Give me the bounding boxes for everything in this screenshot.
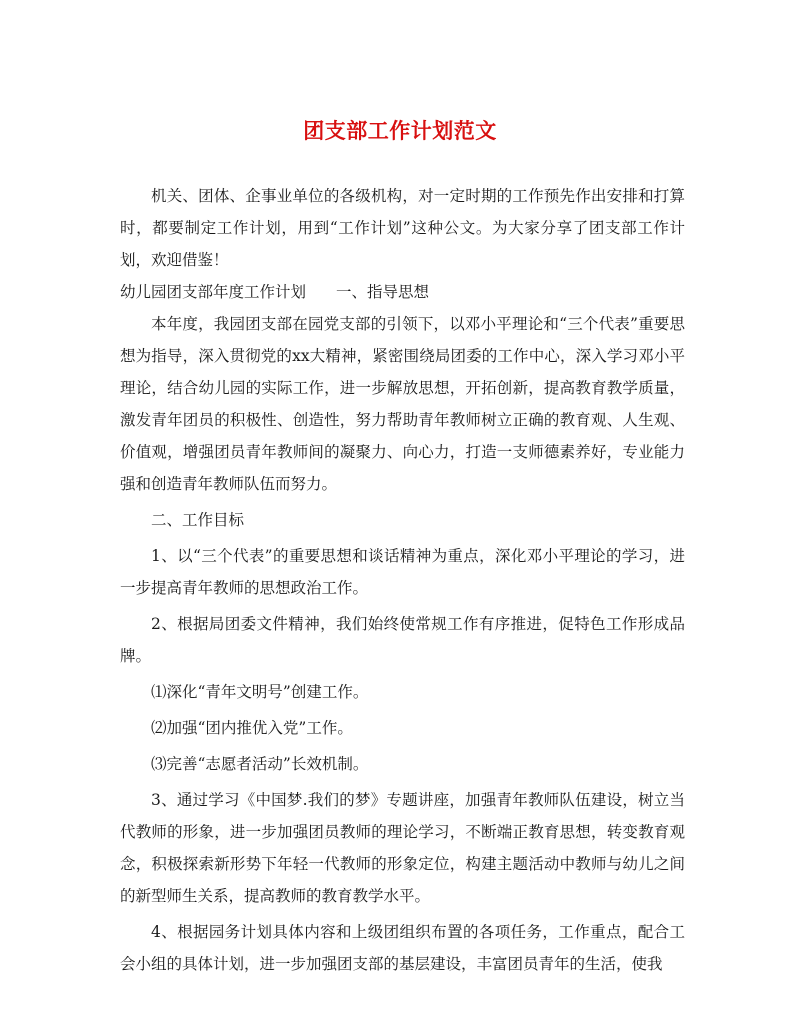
goal-item-1: 1、以“三个代表”的重要思想和谈话精神为重点，深化邓小平理论的学习，进一步提高青年教师的思想政治工作。 — [120, 547, 685, 597]
goal-item-4: 4、根据园务计划具体内容和上级团组织布置的各项任务，工作重点，配合工会小组的具体计划，进一步加强团支部的基层建设，丰富团员青年的生活，使我 — [120, 923, 685, 973]
goal-subitem-3: ⑶完善“志愿者活动”长效机制。 — [151, 755, 369, 773]
page-title: 团支部工作计划范文 — [303, 118, 497, 143]
section2-heading: 二、工作目标 — [151, 511, 245, 529]
document-body — [120, 180, 685, 980]
goal-subitem-1: ⑴深化“青年文明号”创建工作。 — [151, 683, 369, 701]
subtitle-text: 幼儿园团支部年度工作计划 — [120, 283, 307, 301]
subtitle-line — [120, 276, 685, 308]
section1-heading: 一、指导思想 — [336, 283, 430, 301]
section1-paragraph: 本年度，我园团支部在园党支部的引领下，以邓小平理论和“三个代表”重要思想为指导，深入贯彻党的xx大精神，紧密围绕局团委的工作中心，深入学习邓小平理论，结合幼儿园的实际工作，进一步解放思想，开拓创新，提高教育教学质量，激发青年团员的积极性、创造性，努力帮助青年教师树立正确的教育观、人生观、价值观，增强团员青年教师间的凝聚力、向心力，打造一支师德素养好，专业能力强和创造青年教师队伍而努力。 — [120, 315, 685, 493]
intro-paragraph: 机关、团体、企事业单位的各级机构，对一定时期的工作预先作出安排和打算时，都要制定工作计划，用到“工作计划”这种公文。为大家分享了团支部工作计划，欢迎借鉴！ — [120, 187, 685, 269]
goal-item-3: 3、通过学习《中国梦.我们的梦》专题讲座，加强青年教师队伍建设，树立当代教师的形象，进一步加强团员教师的理论学习，不断端正教育思想，转变教育观念，积极探索新形势下年轻一代教师的形象定位，构建主题活动中教师与幼儿之间的新型师生关系，提高教师的教育教学水平。 — [120, 791, 685, 905]
goal-item-2: 2、根据局团委文件精神，我们始终使常规工作有序推进，促特色工作形成品牌。 — [120, 615, 685, 665]
goal-subitem-2: ⑵加强“团内推优入党”工作。 — [151, 719, 353, 737]
